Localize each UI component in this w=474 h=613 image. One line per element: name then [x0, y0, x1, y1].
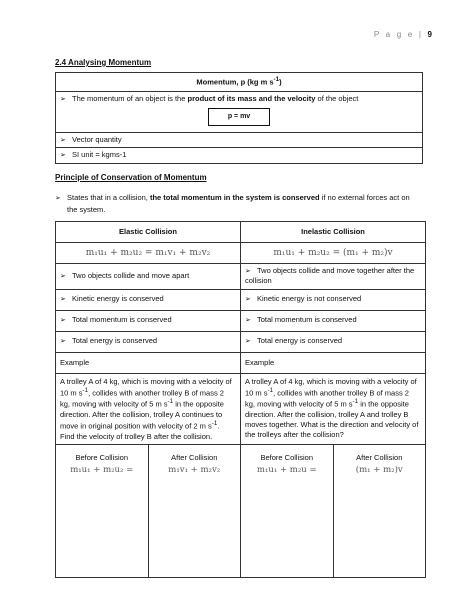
- arrow-bullet-icon: ➢: [245, 296, 251, 304]
- elastic-work-area: [56, 444, 241, 577]
- momentum-header: Momentum, p (kg m $s^{-1}$): [56, 73, 423, 92]
- elastic-point: ➢ Total momentum is conserved: [56, 310, 241, 331]
- inelastic-point: ➢ Kinetic energy is not conserved: [241, 289, 426, 310]
- elastic-point: ➢ Total energy is conserved: [56, 331, 241, 352]
- arrow-bullet-icon: ➢: [245, 317, 251, 325]
- inelastic-point: ➢ Total energy is conserved: [241, 331, 426, 352]
- elastic-point: ➢ Kinetic energy is conserved: [56, 289, 241, 310]
- arrow-bullet-icon: ➢: [245, 268, 251, 275]
- elastic-equation: m₁u₁ + m₂u₂ = m₁v₁ + m₂v₂: [56, 243, 241, 264]
- arrow-bullet-icon: ➢: [60, 96, 66, 103]
- si-unit-row: ➢ SI unit = kgms-1: [56, 148, 423, 163]
- arrow-bullet-icon: ➢: [60, 338, 66, 346]
- arrow-bullet-icon: ➢: [60, 317, 66, 325]
- inelastic-work-area: [241, 444, 426, 577]
- inelastic-point: ➢ Two objects collide and move together after the collision: [241, 264, 426, 290]
- inelastic-header: Inelastic Collision: [241, 222, 426, 243]
- inelastic-after-collision: After Collision (m₁ + m₂)v: [333, 445, 426, 577]
- elastic-point: ➢ Two objects collide and move apart: [56, 264, 241, 290]
- elastic-example-label: Example: [56, 352, 241, 373]
- inelastic-point: ➢ Total momentum is conserved: [241, 310, 426, 331]
- momentum-formula: p = mv: [208, 108, 270, 125]
- elastic-after-collision: After Collision m₁v₁ + m₂v₂: [148, 445, 241, 577]
- momentum-table: [55, 72, 423, 164]
- elastic-example-text: A trolley A of 4 kg, which is moving with a velocity of 10 m $s^{-1}$, collides with another trolley B of mass 2 kg, moving with velocity of 5 m $s^{-1}$ in the opposite direction. After the collision, trolley A continues to move in original position with velocity of 2 m $s^{-1}$. Find the velocity of trolley B after the collision.: [56, 373, 241, 444]
- collision-table: [55, 221, 426, 578]
- arrow-bullet-icon: ➢: [60, 136, 66, 144]
- elastic-before-collision: Before Collision m₁u₁ + m₂u₂ =: [70, 452, 134, 475]
- inelastic-before-collision: Before Collision m₁u₁ + m₂u =: [256, 452, 317, 475]
- elastic-header: Elastic Collision: [56, 222, 241, 243]
- arrow-bullet-icon: ➢: [60, 152, 66, 160]
- section-title: 2.4 Analysing Momentum: [55, 58, 152, 67]
- principle-title: Principle of Conservation of Momentum: [55, 173, 207, 182]
- inelastic-example-text: A trolley A of 4 kg, which is moving with a velocity of 10 m $s^{-1}$, collides with another trolley B of mass 2 kg, moving with velocity of 5 m $s^{-1}$ in the opposite direction. After the collision, trolley A and trolley B moves together. What is the direction and velocity of the trolleys after the collision?: [241, 373, 426, 444]
- arrow-bullet-icon: ➢: [60, 296, 66, 304]
- arrow-bullet-icon: ➢: [55, 195, 61, 202]
- arrow-bullet-icon: ➢: [245, 338, 251, 346]
- inelastic-example-label: Example: [241, 352, 426, 373]
- principle-statement: ➢ States that in a collision, the total momentum in the system is conserved if no external forces act on the system.: [55, 193, 410, 214]
- page-number: P a g e | 9: [373, 30, 432, 39]
- arrow-bullet-icon: ➢: [60, 273, 66, 281]
- inelastic-equation: m₁u₁ + m₂u₂ = (m₁ + m₂)v: [241, 243, 426, 264]
- momentum-definition-row: ➢ The momentum of an object is the product of its mass and the velocity of the object p = mv: [56, 92, 423, 133]
- vector-quantity-row: ➢ Vector quantity: [56, 132, 423, 147]
